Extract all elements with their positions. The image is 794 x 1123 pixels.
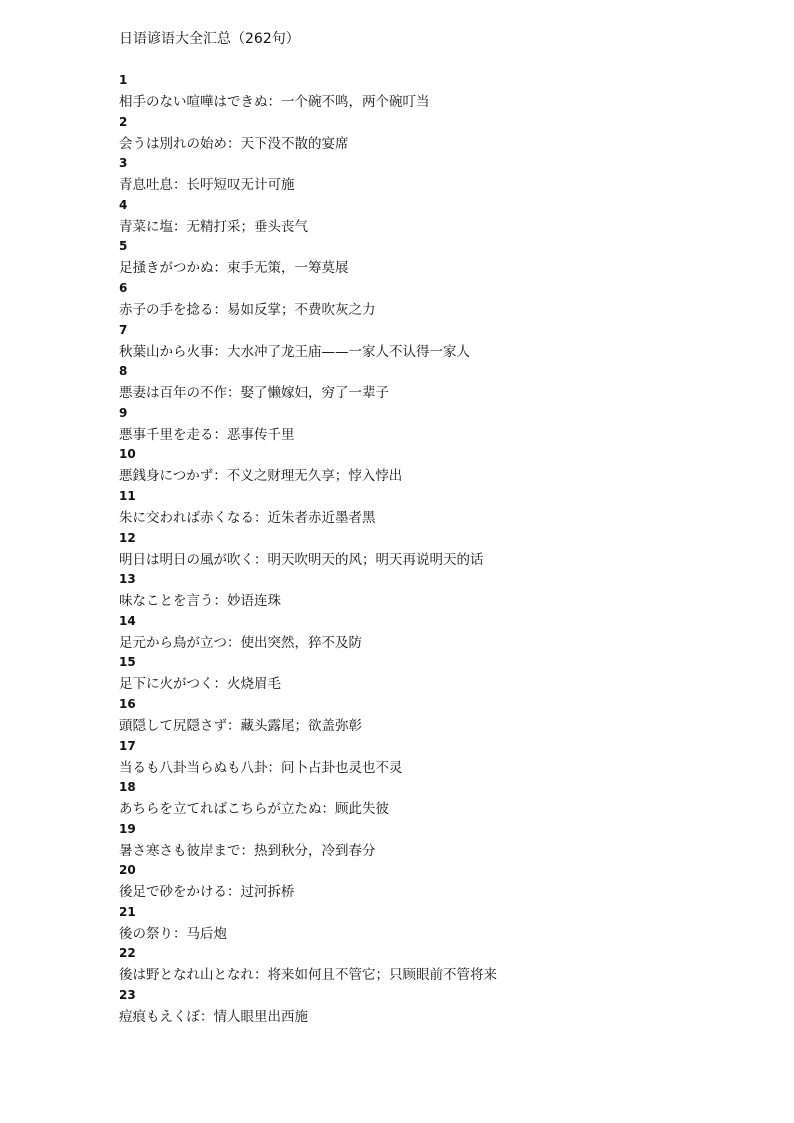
list-item [119,489,759,531]
entry-text: 青菜に塩：无精打采；垂头丧气 [119,218,308,235]
entry-number: 5 [119,239,128,254]
list-item [119,531,759,573]
entry-text: 秋葉山から火事：大水冲了龙王庙——一家人不认得一家人 [119,343,470,360]
entry-text: あちらを立てればこちらが立たぬ：顾此失彼 [119,801,389,818]
entry-number: 12 [119,530,136,545]
entry-number: 14 [119,613,136,628]
entry-text: 朱に交われば赤くなる：近朱者赤近墨者黑 [119,509,376,526]
entry-text: 後足で砂をかける：过河拆桥 [119,884,295,901]
entry-number: 10 [119,447,136,462]
entry-number: 2 [119,114,128,129]
entry-number: 4 [119,197,128,212]
list-item [119,905,759,947]
entry-number: 16 [119,696,136,711]
entry-number: 6 [119,280,128,295]
list-item [119,780,759,822]
list-item [119,572,759,614]
list-item [119,323,759,365]
page-title: 日语谚语大全汇总（262句） [119,31,300,47]
entry-number: 19 [119,821,136,836]
entry-number: 9 [119,405,128,420]
entry-number: 13 [119,572,136,587]
entry-text: 当るも八卦当らぬも八卦：问卜占卦也灵也不灵 [119,759,403,776]
list-item [119,822,759,864]
entry-text: 足下に火がつく：火烧眉毛 [119,676,281,693]
entry-text: 悪妻は百年の不作：娶了懒嫁妇，穷了一辈子 [119,385,389,402]
entry-text: 相手のない喧嘩はできぬ：一个碗不鸣，两个碗叮当 [119,94,430,110]
entry-text: 痘痕もえくぼ：情人眼里出西施 [119,1009,308,1026]
list-item [119,364,759,406]
list-item [119,73,759,115]
entry-text: 足元から鳥が立つ：使出突然，猝不及防 [119,634,362,651]
list-item [119,655,759,697]
entry-text: 悪事千里を走る：恶事传千里 [119,426,295,443]
entry-text: 後の祭り：马后炮 [119,925,227,942]
list-item [119,198,759,240]
list-item [119,739,759,781]
list-item [119,281,759,323]
entry-number: 11 [119,488,136,503]
entry-number: 20 [119,863,136,878]
list-item [119,156,759,198]
list-item [119,406,759,448]
entry-number: 1 [119,73,128,87]
entry-number: 21 [119,904,136,919]
list-item [119,988,759,1030]
list-item [119,863,759,905]
list-item [119,115,759,157]
entry-number: 22 [119,946,136,961]
entry-text: 赤子の手を捻る：易如反掌；不费吹灰之力 [119,301,376,318]
entry-number: 18 [119,780,136,795]
list-item [119,239,759,281]
entry-text: 足掻きがつかぬ：束手无策，一筹莫展 [119,260,349,277]
entry-text: 悪銭身につかず：不义之财理无久享；悖入悖出 [119,468,403,485]
entry-text: 後は野となれ山となれ：将来如何且不管它；只顾眼前不管将来 [119,967,497,984]
entry-text: 味なことを言う：妙语连珠 [119,593,281,610]
entry-number: 7 [119,322,128,337]
entry-number: 17 [119,738,136,753]
entry-text: 明日は明日の風が吹く：明天吹明天的风；明天再说明天的话 [119,551,484,568]
entry-text: 頭隠して尻隠さず：藏头露尾；欲盖弥彰 [119,717,362,734]
list-item [119,697,759,739]
entry-number: 23 [119,988,136,1003]
entry-number: 3 [119,156,128,171]
entry-text: 暑さ寒さも彼岸まで：热到秋分，冷到春分 [119,842,376,859]
proverb-list [119,73,759,1030]
entry-text: 会うは別れの始め：天下没不散的宴席 [119,135,349,152]
list-item [119,447,759,489]
list-item [119,946,759,988]
list-item [119,614,759,656]
entry-text: 青息吐息：长吁短叹无计可施 [119,177,295,194]
entry-number: 8 [119,364,128,379]
entry-number: 15 [119,655,136,670]
